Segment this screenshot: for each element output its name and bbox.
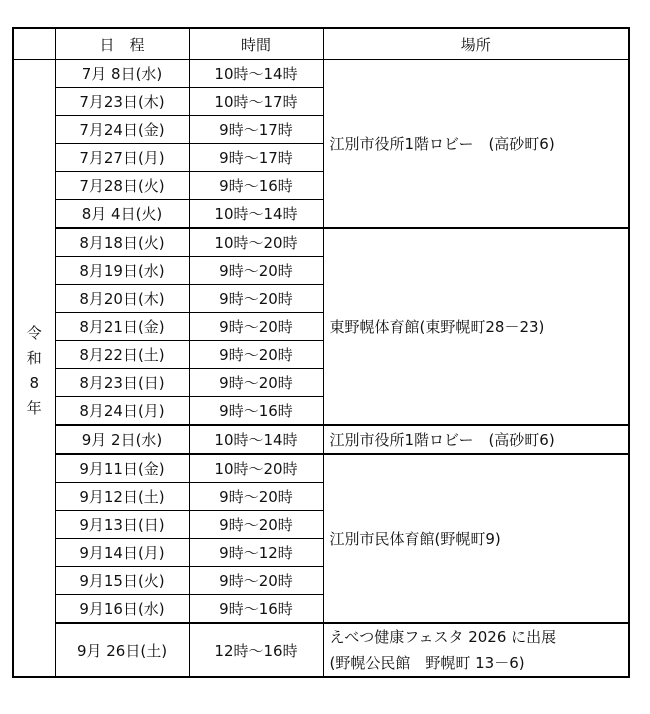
date-cell: 8月19日(水): [55, 257, 189, 285]
date-cell: 9月16日(水): [55, 595, 189, 624]
time-cell: 9時～20時: [189, 341, 323, 369]
date-cell: 8月21日(金): [55, 313, 189, 341]
header-date: 日 程: [55, 28, 189, 60]
header-era: [13, 28, 55, 60]
era-char: 年: [26, 399, 42, 417]
date-cell: 9月12日(土): [55, 483, 189, 511]
date-cell: 9月14日(月): [55, 539, 189, 567]
date-cell: 8月18日(火): [55, 228, 189, 257]
place-line: えべつ健康フェスタ 2026 に出展: [329, 628, 557, 646]
table-row: [13, 60, 629, 88]
date-cell: 9月11日(金): [55, 454, 189, 483]
date-cell: 8月24日(月): [55, 397, 189, 426]
date-cell: 8月22日(土): [55, 341, 189, 369]
time-cell: 9時～20時: [189, 257, 323, 285]
date-cell: 8月20日(木): [55, 285, 189, 313]
era-char: 令: [26, 324, 42, 342]
table-row: [13, 454, 629, 483]
time-cell: 9時～20時: [189, 285, 323, 313]
place-cell: 江別市役所1階ロビー (高砂町6): [323, 60, 629, 229]
date-cell: 7月27日(月): [55, 144, 189, 172]
time-cell: 12時～16時: [189, 623, 323, 677]
time-cell: 9時～17時: [189, 116, 323, 144]
date-cell: 7月 8日(水): [55, 60, 189, 88]
date-cell: 9月13日(日): [55, 511, 189, 539]
time-cell: 9時～16時: [189, 397, 323, 426]
time-cell: 9時～20時: [189, 313, 323, 341]
table-row: [13, 425, 629, 454]
date-cell: 7月28日(火): [55, 172, 189, 200]
date-cell: 9月 2日(水): [55, 425, 189, 454]
date-cell: 8月 4日(火): [55, 200, 189, 229]
date-cell: 7月23日(木): [55, 88, 189, 116]
time-cell: 10時～20時: [189, 454, 323, 483]
date-cell: 8月23日(日): [55, 369, 189, 397]
time-cell: 9時～16時: [189, 172, 323, 200]
place-cell: [323, 623, 629, 677]
table-row: [13, 623, 629, 677]
time-cell: 9時～20時: [189, 567, 323, 595]
schedule-table: [12, 27, 630, 678]
time-cell: 9時～20時: [189, 483, 323, 511]
time-cell: 10時～14時: [189, 200, 323, 229]
era-label: [13, 60, 55, 678]
era-char: 和: [26, 349, 42, 367]
time-cell: 9時～17時: [189, 144, 323, 172]
place-cell: 東野幌体育館(東野幌町28－23): [323, 228, 629, 425]
time-cell: 9時～12時: [189, 539, 323, 567]
place-cell: 江別市民体育館(野幌町9): [323, 454, 629, 623]
time-cell: 9時～16時: [189, 595, 323, 624]
era-char: 8: [29, 374, 40, 392]
time-cell: 10時～14時: [189, 60, 323, 88]
time-cell: 10時～17時: [189, 88, 323, 116]
date-cell: 7月24日(金): [55, 116, 189, 144]
table-row: [13, 228, 629, 257]
place-line: (野幌公民館 野幌町 13－6): [329, 654, 525, 672]
time-cell: 10時～20時: [189, 228, 323, 257]
place-cell: 江別市役所1階ロビー (高砂町6): [323, 425, 629, 454]
header-row: [13, 28, 629, 60]
header-place: 場所: [323, 28, 629, 60]
time-cell: 9時～20時: [189, 369, 323, 397]
date-cell: 9月15日(火): [55, 567, 189, 595]
time-cell: 9時～20時: [189, 511, 323, 539]
date-cell: 9月 26日(土): [55, 623, 189, 677]
header-time: 時間: [189, 28, 323, 60]
time-cell: 10時～14時: [189, 425, 323, 454]
